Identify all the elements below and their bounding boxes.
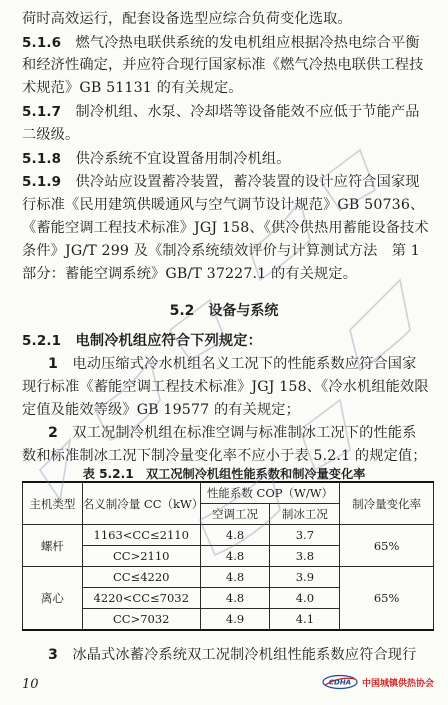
text-line: 和经济性确定，并应符合现行国家标准《燃气冷热电联供工程技: [22, 57, 424, 73]
cell-capacity: 1163<CC≤2110: [82, 525, 200, 546]
cdha-logo-icon: [322, 674, 358, 690]
clause-number: 5.1.7: [22, 104, 62, 120]
cell-cop-ac: 4.9: [200, 609, 270, 631]
cell-rate: 65%: [340, 567, 434, 631]
text-line: 现行标准《蓄能空调工程技术标准》JGJ 158、《冷水机组能效限: [22, 379, 429, 395]
text-line: 数和标准制冰工况下制冷量变化率不应小于表 5.2.1 的规定值；: [22, 448, 427, 464]
item-2: [48, 422, 434, 444]
item-1: [48, 353, 434, 375]
item-text: 双工况制冷机组在标准空调与标准制冰工况下的性能系: [72, 425, 417, 441]
item-text: 冰晶式冰蓄冷系统双工况制冷机组性能系数应符合现行: [72, 647, 417, 663]
item-3: [48, 644, 434, 666]
cell-rate: 65%: [340, 525, 434, 567]
header-cop: 性能系数 COP（W/W）: [200, 482, 340, 504]
text-line: 《蓄能空调工程技术标准》JGJ 158、《供冷供热用蓄能设备技术: [22, 220, 429, 236]
cell-cop-ice: 4.0: [270, 588, 340, 609]
cell-cop-ice: 3.9: [270, 567, 340, 588]
clause-5-1-9: [22, 171, 434, 193]
text-line: 部分：蓄能空调系统》GB/T 37227.1 的有关规定。: [22, 266, 358, 282]
text-line: 条件》JG/T 299 及《制冷系统绩效评价与计算测试方法 第 1: [22, 243, 420, 259]
clause-5-2-1: [22, 330, 434, 352]
header-type: 主机类型: [23, 482, 83, 525]
clause-text: 供冷站应设置蓄冷装置，蓄冷装置的设计应符合国家现: [75, 174, 420, 190]
text-line: 荷时高效运行，配套设备选型应综合负荷变化选取。: [22, 11, 352, 27]
cell-capacity: CC≤4220: [82, 567, 200, 588]
clause-text: 电制冷机组应符合下列规定：: [75, 333, 262, 349]
header-rate: 制冷量变化率: [340, 482, 434, 525]
publisher-logo: [322, 674, 434, 690]
cell-cop-ice: 4.1: [270, 609, 340, 631]
table-caption: 表 5.2.1 双工况制冷机组性能系数和制冷量变化率: [82, 467, 366, 481]
cell-capacity: CC>2110: [82, 546, 200, 567]
cell-cop-ac: 4.8: [200, 525, 270, 546]
table-row: [23, 525, 434, 546]
cell-capacity: CC>7032: [82, 609, 200, 631]
cell-type: 离心: [23, 567, 83, 631]
text-line: 行标准《民用建筑供暖通风与空气调节设计规范》GB 50736、: [22, 197, 425, 213]
cell-cop-ice: 3.7: [270, 525, 340, 546]
clause-text: 供冷系统不宜设置备用制冷机组。: [75, 151, 291, 167]
text-line: 二级级。: [22, 127, 80, 143]
item-number: 1: [48, 356, 59, 372]
performance-table: [22, 481, 434, 631]
table-row: [23, 567, 434, 588]
clause-5-1-6: [22, 32, 434, 54]
clause-text: 制冷机组、水泵、冷却塔等设备能效不应低于节能产品: [75, 104, 420, 120]
text-line: 术规范》GB 51131 的有关规定。: [22, 80, 243, 96]
cell-type: 螺杆: [23, 525, 83, 567]
clause-5-1-8: [22, 148, 434, 170]
section-heading: 5.2 设备与系统: [169, 303, 279, 319]
item-text: 电动压缩式冷水机组名义工况下的性能系数应符合国家: [72, 356, 417, 372]
header-capacity: 名义制冷量 CC（kW）: [82, 482, 200, 525]
clause-number: 5.1.6: [22, 35, 62, 51]
clause-number: 5.2.1: [22, 333, 62, 349]
cell-cop-ac: 4.8: [200, 588, 270, 609]
svg-text:CDHA: CDHA: [328, 678, 352, 687]
header-cop-ac: 空调工况: [200, 504, 270, 525]
header-cop-ice: 制冰工况: [270, 504, 340, 525]
cell-cop-ac: 4.8: [200, 567, 270, 588]
clause-5-1-7: [22, 101, 434, 123]
logo-text: 中国城镇供热协会: [361, 678, 434, 689]
cell-cop-ice: 3.8: [270, 546, 340, 567]
clause-number: 5.1.9: [22, 174, 62, 190]
cell-capacity: 4220<CC≤7032: [82, 588, 200, 609]
clause-text: 燃气冷热电联供系统的发电机组应根据冷热电综合平衡: [75, 35, 420, 51]
page-number: 10: [22, 677, 39, 692]
cell-cop-ac: 4.8: [200, 546, 270, 567]
item-number: 2: [48, 425, 59, 441]
text-line: 定值及能效等级》GB 19577 的有关规定；: [22, 402, 300, 418]
clause-number: 5.1.8: [22, 151, 62, 167]
item-number: 3: [48, 647, 59, 663]
